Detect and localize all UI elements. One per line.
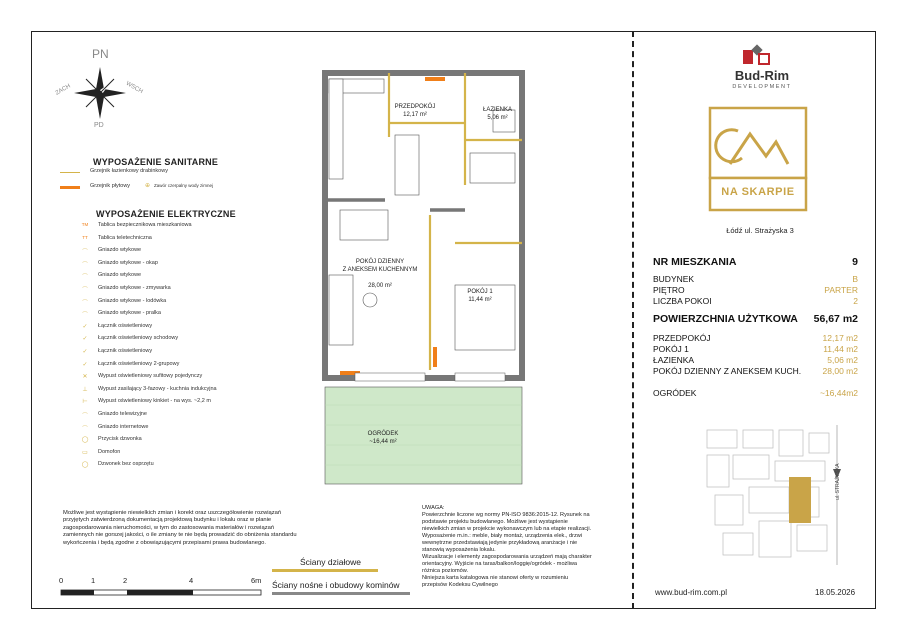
room-garden [348, 430, 418, 446]
legend-item [82, 348, 153, 355]
legend-item [81, 297, 167, 307]
structural-walls-label: Ściany nośne i obudowy kominów [272, 580, 400, 590]
legend-item: Grzejnik łazienkowy drabinkowy [90, 168, 168, 174]
project-address: Łódź ul. Strażyska 3 [726, 226, 794, 235]
info-value: 2 [853, 296, 858, 306]
scale-tick: 2 [123, 576, 128, 585]
legend-symbol-icon: ⊢ [82, 399, 88, 406]
ladder-radiator-symbol [60, 172, 80, 173]
legend-symbol-icon: ◯ [81, 437, 89, 444]
brand-name: Bud-Rim [734, 68, 790, 83]
legend-label: Wypust oświetleniowy sufitowy pojedynczy [98, 373, 203, 380]
compass-west: ZACH [54, 83, 72, 97]
site-plan [705, 425, 865, 565]
disclaimer-line: zamiennych nie gorszej jakości, o ile zmiany te nie będą prowadzić do obniżenia standardu [63, 532, 297, 539]
legend-item [81, 411, 147, 420]
room-area: 28,00 m² [368, 283, 392, 289]
building-highlight [789, 477, 811, 523]
legend-label: Domofon [98, 448, 121, 455]
scale-tick: 1 [91, 576, 96, 585]
legend-symbol-icon: ⌒ [81, 313, 88, 320]
disclaimer-line: Możliwe jest wystąpienie niewielkich zmian i korekt oraz uszczegółowienie rozwiązań [63, 510, 282, 516]
garden-label: OGRÓDEK [653, 388, 697, 398]
legend-item [81, 436, 142, 444]
legend-label: Wypust zasilający 3-fazowy - kuchnia indukcyjna [98, 385, 217, 392]
legend-item [81, 247, 142, 257]
legend-symbol-icon: ⌒ [81, 300, 88, 307]
garden-value: ~16,44m2 [819, 388, 858, 398]
legend-item [81, 285, 171, 294]
apartment-number-value: 9 [852, 256, 858, 268]
room-area: ~16,44 m² [369, 439, 397, 445]
legend-label: Wypust oświetleniowy kinkiet - na wys. ~2,2 m [98, 398, 211, 405]
room-row-label: POKÓJ DZIENNY Z ANEKSEM KUCH. [653, 366, 802, 376]
legend-label: Łącznik oświetleniowy [98, 348, 153, 354]
room-area: 5,06 m² [487, 115, 508, 121]
panel-radiator-symbol [60, 186, 80, 189]
room-row-label: PRZEDPOKÓJ [653, 333, 711, 343]
legend-label: Gniazdo wtykowe - zmywarka [98, 285, 171, 291]
room-name: POKÓJ 1 [467, 289, 493, 295]
legend-symbol-icon: ✕ [82, 374, 88, 381]
partition-wall-swatch [272, 569, 378, 572]
remarks-line: podstawie projektu budowlanego. Możliwe jest wystąpienie [422, 519, 568, 525]
legend-symbol-icon: TT [82, 234, 88, 240]
compass-south: PD [94, 122, 104, 129]
disclaimer [63, 510, 313, 547]
room-area: 11,44 m² [468, 297, 492, 303]
room-row-label: POKÓJ 1 [653, 344, 689, 354]
scale-tick: 0 [59, 576, 64, 585]
room-row-value: 28,00 m2 [822, 366, 858, 376]
remarks-line: stanowią wyposażenia lokalu. [422, 547, 496, 553]
legend-item [82, 234, 152, 241]
legend-symbol-icon: ◯ [81, 462, 89, 469]
legend-item [82, 335, 179, 343]
bud-rim-logo-icon [739, 44, 777, 68]
legend-item [81, 310, 161, 320]
legend-symbol-icon: ✓ [82, 349, 88, 355]
room-hall [380, 103, 450, 119]
room-area: 12,17 m² [403, 112, 427, 118]
legend-label: Gniazdo telewizyjne [98, 411, 147, 417]
sanitary-title: WYPOSAŻENIE SANITARNE [93, 157, 219, 167]
legend-item [82, 398, 211, 406]
room-name: OGRÓDEK [367, 431, 399, 437]
sheet-divider [632, 31, 634, 609]
room-row-label: ŁAZIENKA [653, 355, 695, 365]
legend-item [81, 423, 149, 433]
room-row-value: 11,44 m2 [823, 344, 858, 354]
room-row-value: 12,17 m2 [822, 333, 858, 343]
remarks-line: przepisów Kodeksu Cywilnego [422, 582, 498, 588]
usable-area-value: 56,67 m2 [813, 313, 858, 325]
legend-item [82, 448, 121, 456]
date: 18.05.2026 [815, 588, 856, 597]
legend-item [82, 385, 217, 393]
legend-label: Przycisk dzwonka [98, 436, 142, 443]
remarks-line: wewnętrzne przedstawiają jedynie przykładową aranżacje i nie [422, 540, 578, 546]
remarks-line: orientacyjny. Wyjście na taras/balkon/loggię/ogródek - możliwa [422, 561, 577, 567]
info-label: BUDYNEK [653, 274, 695, 284]
partition-walls-label: Ściany działowe [300, 557, 361, 567]
scale-bar [55, 570, 270, 600]
legend-label: Dzwonek bez osprzętu [98, 461, 154, 468]
valve-icon: ⊕ [145, 183, 151, 189]
compass-east: WSCH [124, 80, 144, 96]
legend-symbol-icon: ⌒ [81, 288, 88, 294]
legend-label: Łącznik oświetleniowy 2-grupowy [98, 360, 180, 367]
room-row-value: 5,06 m2 [827, 355, 858, 365]
legend-label: Gniazdo wtykowe [98, 272, 142, 279]
disclaimer-line: wykończenia i będą zgodne z obowiązującymi przepisami prawa budowlanego. [63, 539, 267, 546]
legend-label: Gniazdo wtykowe [98, 247, 142, 254]
legend-symbol-icon: ⊥ [82, 386, 88, 393]
legend-symbol-icon: ✓ [82, 323, 88, 330]
legend-item [81, 222, 192, 228]
legend-symbol-icon: ⌒ [81, 275, 88, 282]
legend-symbol-icon: ⌒ [81, 414, 88, 420]
legend-label: Gniazdo wtykowe - pralka [98, 310, 161, 317]
remarks-line: Wizualizacje i elementy zagospodarowania urządzeń mają charakter [422, 554, 592, 560]
room-name: ŁAZIENKA [482, 107, 512, 113]
room-name: PRZEDPOKÓJ [394, 104, 436, 110]
legend-item [81, 259, 158, 269]
legend-item [82, 322, 153, 330]
street-label: ul. STRAŻYSKA [835, 463, 841, 500]
room-bathroom [470, 106, 525, 122]
compass-north: PN [92, 47, 109, 61]
remarks-line: Niniejsza karta katalogowa nie stanowi oferty w rozumieniu [422, 575, 569, 581]
usable-area-label: POWIERZCHNIA UŻYTKOWA [653, 313, 798, 325]
legend-symbol-icon: TM [81, 222, 89, 227]
legend-label: Tablica bezpiecznikowa mieszkaniowa [98, 222, 192, 228]
legend-item: Grzejnik płytowy [90, 183, 131, 189]
legend-item [82, 360, 180, 368]
electrical-title: WYPOSAŻENIE ELEKTRYCZNE [96, 209, 236, 219]
scale-tick: 4 [189, 576, 194, 585]
remarks-line: niewielkich zmian w projekcie wykonawczym lub na etapie realizacji. [422, 526, 592, 532]
legend-item [81, 272, 142, 282]
legend-label: Gniazdo wtykowe - lodówka [98, 297, 167, 304]
remarks-title: UWAGA: [422, 505, 445, 511]
info-label: PIĘTRO [653, 285, 685, 295]
legend-label: Łącznik oświetleniowy [98, 322, 153, 329]
remarks-line: różnica poziomów. [422, 568, 469, 574]
legend-label: Tablica teletechniczna [98, 234, 152, 241]
brand-subtitle: DEVELOPMENT [732, 84, 792, 90]
legend-symbol-icon: ▭ [82, 449, 88, 456]
legend-symbol-icon: ⌒ [81, 250, 88, 257]
disclaimer-line: przyjętych zatwierdzoną dokumentacją projektową budynku i lokalu oraz w planie [63, 517, 272, 524]
scale-tick: 6m [251, 576, 262, 585]
structural-wall-swatch [272, 592, 410, 595]
project-name: NA SKARPIE [721, 186, 795, 198]
room-bedroom [450, 288, 510, 304]
legend-label: Gniazdo internetowe [98, 423, 149, 430]
legend-item [82, 373, 203, 381]
info-value: B [852, 274, 858, 284]
remarks-line: Powierzchnie liczone wg normy PN-ISO 9836:2015-12. Rysunek na [422, 512, 590, 518]
legend-symbol-icon: ⌒ [81, 262, 88, 269]
na-skarpie-logo-icon [708, 106, 808, 216]
room-name: POKÓJ DZIENNY Z ANEKSEM KUCHENNYM [342, 259, 418, 273]
legend-item: Zawór czerpalny wody zimnej [154, 183, 214, 188]
info-label: LICZBA POKOI [653, 296, 712, 306]
legend-symbol-icon: ✓ [82, 361, 88, 368]
disclaimer-line: zagospodarowania nieruchomości, w tym do zastosowania materiałów i rozwiązań [63, 524, 275, 531]
legend-symbol-icon: ⌒ [81, 426, 88, 433]
legend-label: Gniazdo wtykowe - okap [98, 259, 158, 266]
website-link[interactable]: www.bud-rim.com.pl [655, 588, 728, 597]
legend-label: Łącznik oświetleniowy schodowy [98, 335, 179, 342]
legend-item [81, 461, 154, 469]
apartment-number-label: NR MIESZKANIA [653, 256, 737, 268]
info-value: PARTER [824, 285, 858, 295]
remarks-line: Wyposażenie m.in.: meble, biały montaż, urządzenia elek., drzwi [422, 533, 583, 539]
room-living-kitchen [325, 250, 435, 298]
legend-symbol-icon: ✓ [82, 336, 88, 343]
remarks [422, 505, 632, 589]
